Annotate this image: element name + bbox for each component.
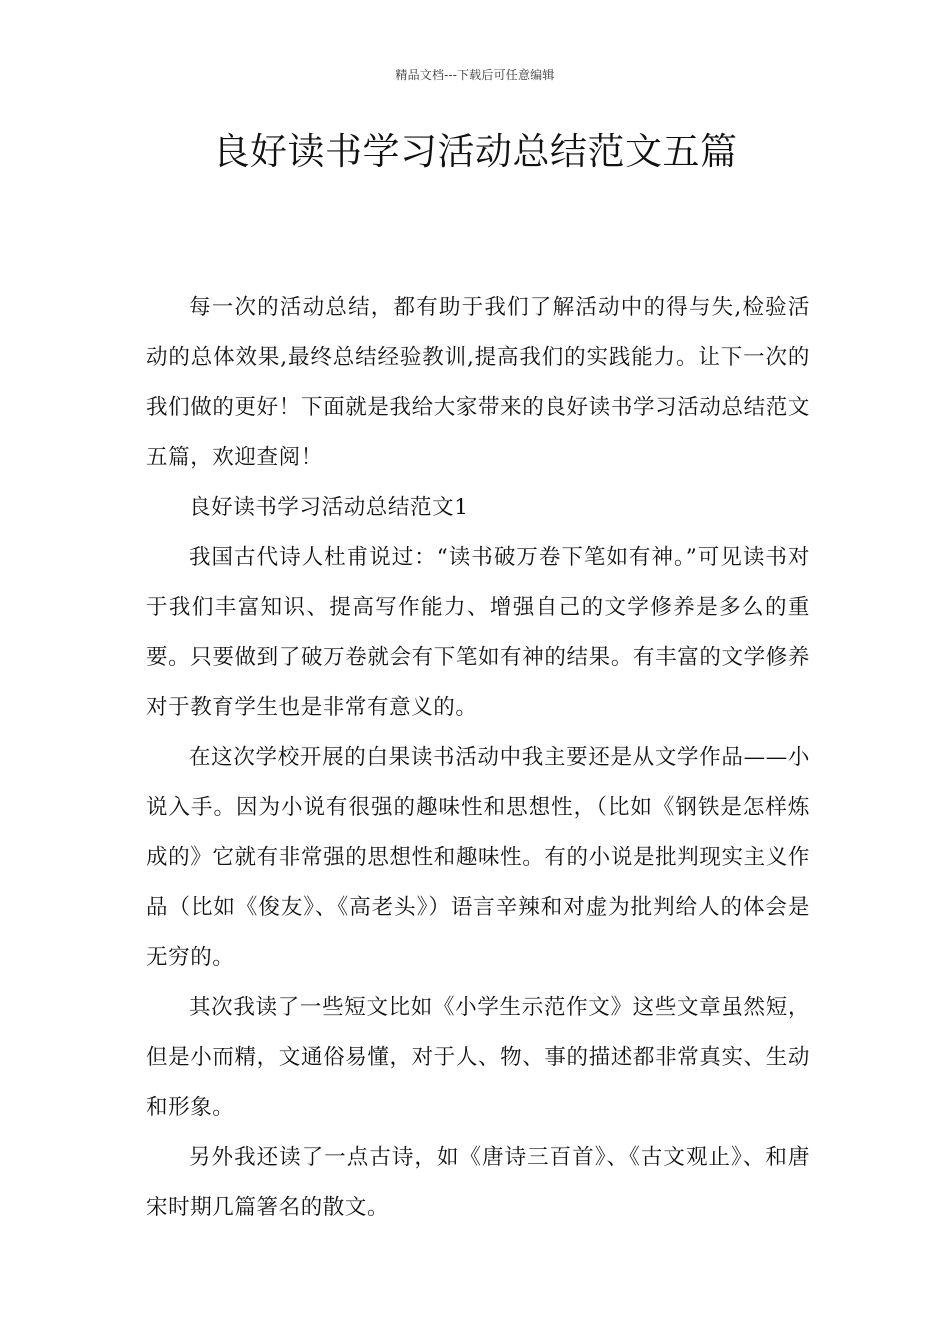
paragraph: 其次我读了一些短文比如《小学生示范作文》这些文章虽然短，但是小而精，文通俗易懂，对于人、物、事的描述都非常真实、生动和形象。 bbox=[146, 995, 810, 1120]
paragraph-intro: 每一次的活动总结，都有助于我们了解活动中的得与失,检验活动的总体效果,最终总结经验教训,提高我们的实践能力。让下一次的我们做的更好！下面就是我给大家带来的良好读书学习活动总结范文五篇，欢迎查阅！ bbox=[146, 295, 810, 470]
paragraph: 我国古代诗人杜甫说过：“读书破万卷下笔如有神。”可见读书对于我们丰富知识、提高写作能力、增强自己的文学修养是多么的重要。只要做到了破万卷就会有下笔如有神的结果。有丰富的文学修养对于教育学生也是非常有意义的。 bbox=[146, 545, 810, 720]
document-body bbox=[146, 283, 810, 1233]
section-heading: 良好读书学习活动总结范文1 bbox=[189, 495, 469, 520]
paragraph: 另外我还读了一点古诗，如《唐诗三百首》、《古文观止》、和唐宋时期几篇箸名的散文。 bbox=[146, 1145, 810, 1220]
document-title: 良好读书学习活动总结范文五篇 bbox=[212, 130, 738, 173]
header-note: 精品文档---下载后可任意编辑 bbox=[395, 68, 555, 82]
paragraph: 在这次学校开展的白果读书活动中我主要还是从文学作品——小说入手。因为小说有很强的趣味性和思想性，（比如《钢铁是怎样炼成的》它就有非常强的思想性和趣味性。有的小说是批判现实主义作品（比如《俊友》、《高老头》）语言辛辣和对虚为批判给人的体会是无穷的。 bbox=[146, 745, 810, 970]
